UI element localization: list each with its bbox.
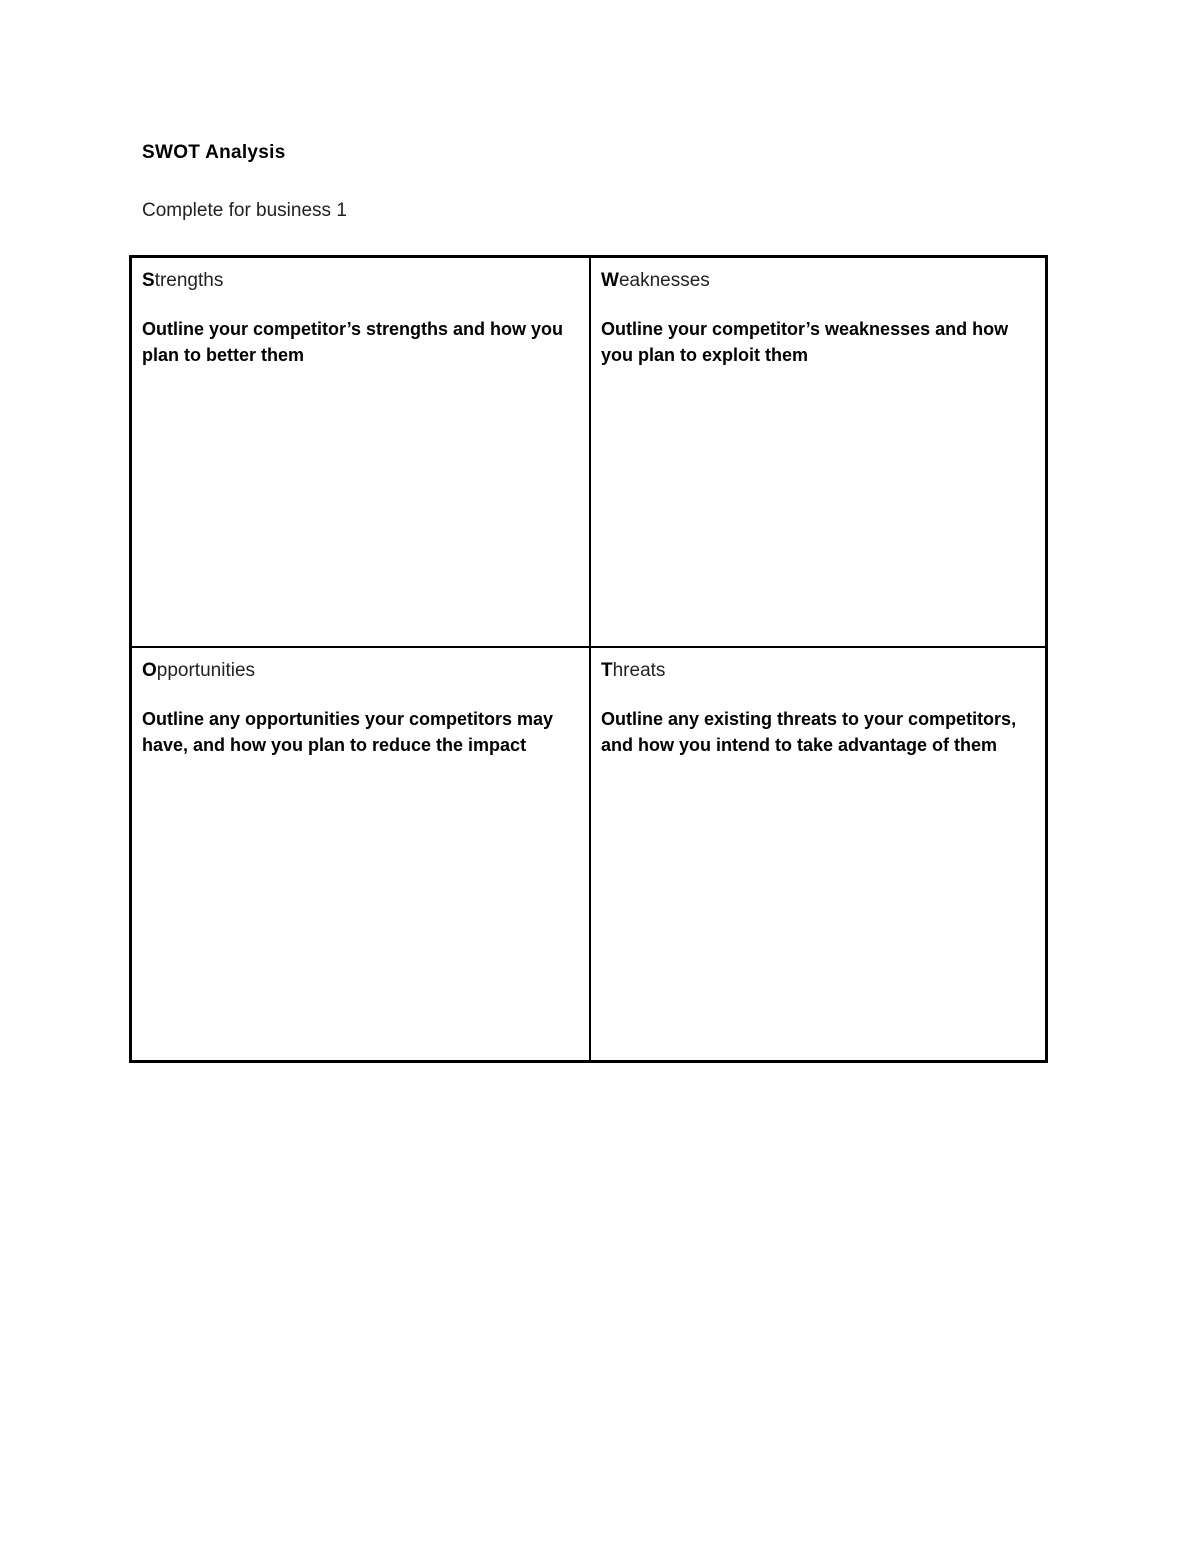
swot-table [129,255,1048,1063]
quadrant-heading [142,658,579,684]
heading-rest: eaknesses [618,270,710,291]
quadrant-heading [601,268,1035,294]
document-subtitle: Complete for business 1 [142,200,347,221]
document-title: SWOT Analysis [142,142,286,163]
heading-rest: hreats [612,660,666,681]
quadrant-strengths[interactable] [132,258,591,648]
heading-initial: T [601,660,613,681]
heading-initial: W [601,270,619,291]
quadrant-prompt: Outline your competitor’s weaknesses and how you plan to exploit them [601,319,1009,365]
quadrant-prompt: Outline any opportunities your competitors may have, and how you plan to reduce the impact [142,709,554,755]
heading-initial: O [142,660,157,681]
quadrant-threats[interactable] [591,648,1045,1060]
quadrant-prompt: Outline your competitor’s strengths and how you plan to better them [142,319,564,365]
heading-rest: pportunities [156,660,256,681]
quadrant-weaknesses[interactable] [591,258,1045,648]
quadrant-opportunities[interactable] [132,648,591,1060]
quadrant-prompt: Outline any existing threats to your competitors, and how you intend to take advantage of them [601,709,1017,755]
heading-rest: trengths [154,270,224,291]
quadrant-heading [142,268,579,294]
quadrant-heading [601,658,1035,684]
heading-initial: S [142,270,155,291]
